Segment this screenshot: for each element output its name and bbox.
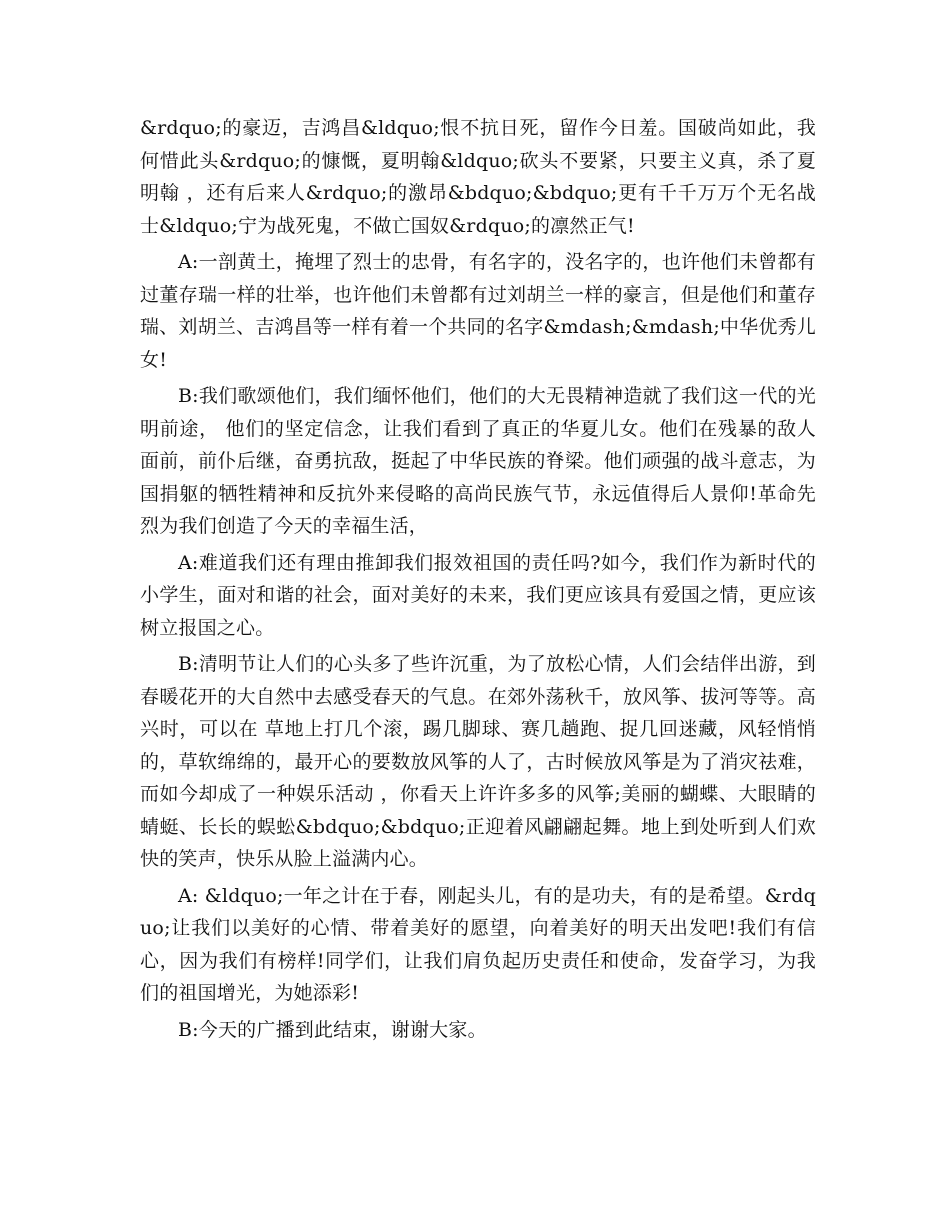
paragraph-5: B:清明节让人们的心头多了些许沉重，为了放松心情，人们会结伴出游，到春暖花开的大自然中去感受春天的气息。在郊外荡秋千，放风筝、拔河等等。高兴时，可以在 草地上打几个滚，踢几脚球、赛几趟跑、捉几回迷藏，风轻悄悄的，草软绵绵的，最开心的要数放风筝的人了，古时候放风筝是为了消灾祛难，而如今却成了一种娱乐活动 ，你看天上许许多多的风筝;美丽的蝴蝶、大眼睛的蜻蜓、长长的蜈蚣&bdquo;&bdquo;正迎着风翩翩起舞。地上到处听到人们欢快的笑声，快乐从脸上溢满内心。	[140, 653, 816, 870]
document-body	[140, 112, 816, 1050]
paragraph-2: A:一剖黄土，掩埋了烈士的忠骨，有名字的，没名字的，也许他们未曾都有过董存瑞一样的壮举，也许他们未曾都有过刘胡兰一样的豪言，但是他们和董存瑞、刘胡兰、吉鸿昌等一样有着一个共同的名字&mdash;&mdash;中华优秀儿女!	[140, 251, 816, 371]
paragraph-7: B:今天的广播到此结束，谢谢大家。	[178, 1018, 487, 1041]
paragraph-6: A: &ldquo;一年之计在于春，刚起头儿，有的是功夫，有的是希望。&rdquo;让我们以美好的心情、带着美好的愿望，向着美好的明天出发吧!我们有信心，因为我们有榜样!同学们，让我们肩负起历史责任和使命，发奋学习，为我们的祖国增光，为她添彩!	[140, 884, 816, 1004]
paragraph-3: B:我们歌颂他们，我们缅怀他们，他们的大无畏精神造就了我们这一代的光明前途， 他们的坚定信念，让我们看到了真正的华夏儿女。他们在残暴的敌人面前，前仆后继，奋勇抗敌，挺起了中华民族的脊梁。他们顽强的战斗意志，为国捐躯的牺牲精神和反抗外来侵略的高尚民族气节，永远值得后人景仰!革命先烈为我们创造了今天的幸福生活，	[140, 385, 816, 537]
paragraph-4: A:难道我们还有理由推卸我们报效祖国的责任吗?如今，我们作为新时代的小学生，面对和谐的社会，面对美好的未来，我们更应该具有爱国之情，更应该树立报国之心。	[140, 551, 816, 639]
paragraph-1: &rdquo;的豪迈，吉鸿昌&ldquo;恨不抗日死，留作今日羞。国破尚如此，我何惜此头&rdquo;的慷慨，夏明翰&ldquo;砍头不要紧，只要主义真，杀了夏明翰 ，还有后来人&rdquo;的激昂&bdquo;&bdquo;更有千千万万个无名战士&ldquo;宁为战死鬼，不做亡国奴&rdquo;的凛然正气!	[140, 117, 816, 237]
